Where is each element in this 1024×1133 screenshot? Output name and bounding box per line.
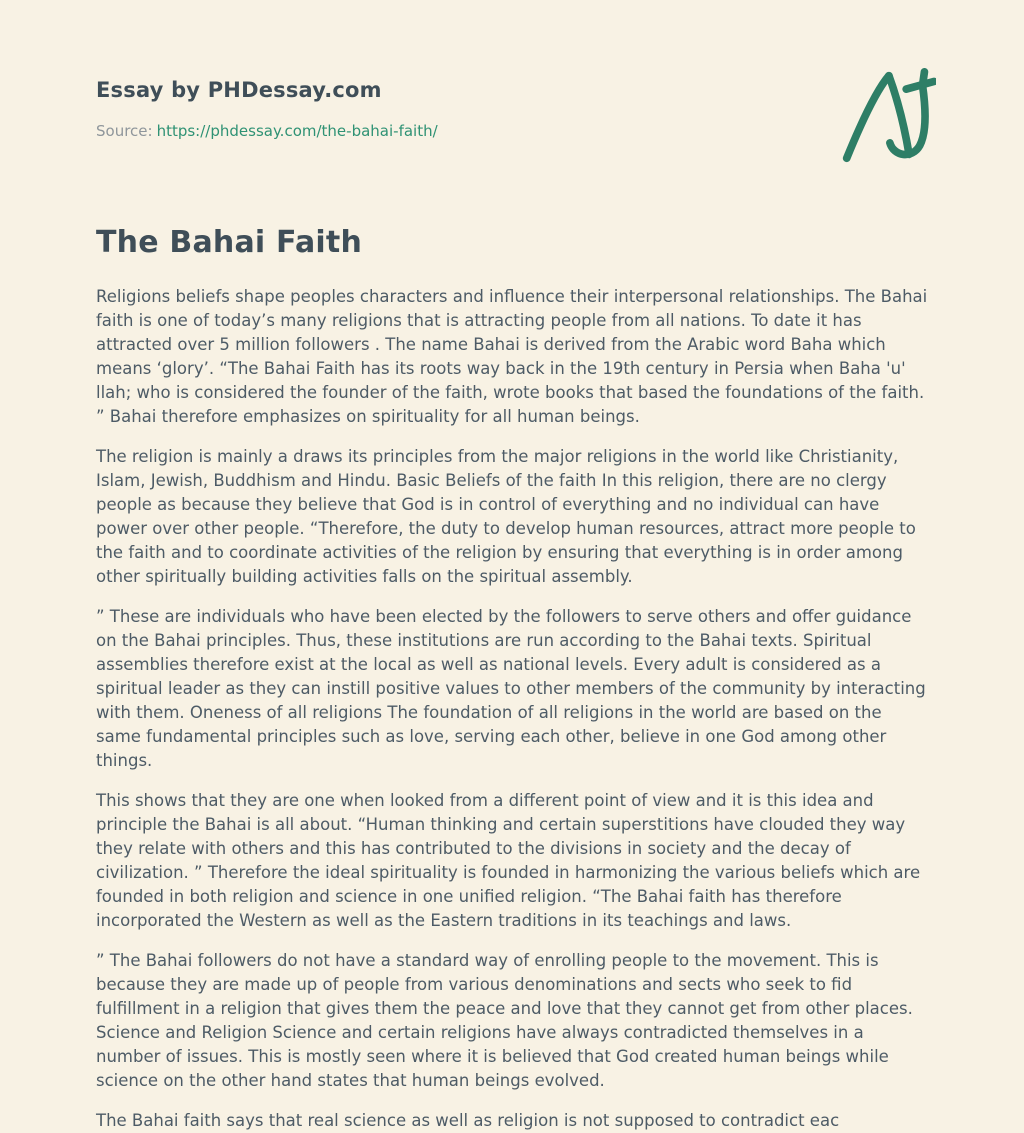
- paragraph: The Bahai faith says that real science as well as religion is not supposed to contradict eac: [96, 1111, 840, 1130]
- paragraph: ” The Bahai followers do not have a standard way of enrolling people to the movement. This is because they are made up of people from various denominations and sects who seek to fid fulfillment in a religion that gives them the peace and love that they cannot get from other places. Science and Religion Science and certain religions have always contradicted themselves in a number of issues. This is mostly seen where it is believed that God created human beings while science on the other hand states that human beings evolved.: [96, 951, 913, 1090]
- source-line: [96, 122, 928, 140]
- page-title: The Bahai Faith: [96, 225, 363, 260]
- paragraph: The religion is mainly a draws its principles from the major religions in the world like Christianity, Islam, Jewish, Buddhism and Hindu. Basic Beliefs of the faith In this religion, there are no clergy people as because they believe that God is in control of everything and no individual can have power over other people. “Therefore, the duty to develop human resources, attract more people to the faith and to coordinate activities of the religion by ensuring that everything is in order among other spiritually building activities falls on the spiritual assembly.: [96, 447, 916, 586]
- paragraph: This shows that they are one when looked from a different point of view and it is this idea and principle the Bahai is all about. “Human thinking and certain superstitions have clouded they way they relate with others and this has contributed to the divisions in society and the decay of civilization. ” Therefore the ideal spirituality is founded in harmonizing the various beliefs which are founded in both religion and science in one unified religion. “The Bahai faith has therefore incorporated the Western as well as the Eastern traditions in its teachings and laws.: [96, 791, 921, 930]
- content-container: [96, 0, 928, 1133]
- paragraph: Religions beliefs shape peoples characters and influence their interpersonal relationships. The Bahai faith is one of today’s many religions that is attracting people from all nations. To date it has attracted over 5 million followers . The name Bahai is derived from the Arabic word Baha which means ‘glory’. “The Bahai Faith has its roots way back in the 19th century in Persia when Baha 'u' llah; who is considered the founder of the faith, wrote books that based the foundations of the faith. ” Bahai therefore emphasizes on spirituality for all human beings.: [96, 287, 928, 426]
- source-link[interactable]: https://phdessay.com/the-bahai-faith/: [156, 122, 438, 140]
- paragraph: ” These are individuals who have been elected by the followers to serve others and offer guidance on the Bahai principles. Thus, these institutions are run according to the Bahai texts. Spiritual assemblies therefore exist at the local as well as national levels. Every adult is considered as a spiritual leader as they can instill positive values to other members of the community by interacting with them. Oneness of all religions The foundation of all religions in the world are based on the same fundamental principles such as love, serving each other, believe in one God among other things.: [96, 607, 926, 770]
- source-label: Source:: [96, 122, 153, 140]
- phdessay-monogram-icon: [838, 68, 936, 164]
- byline: Essay by PHDessay.com: [96, 78, 382, 102]
- essay-body: [96, 285, 928, 1133]
